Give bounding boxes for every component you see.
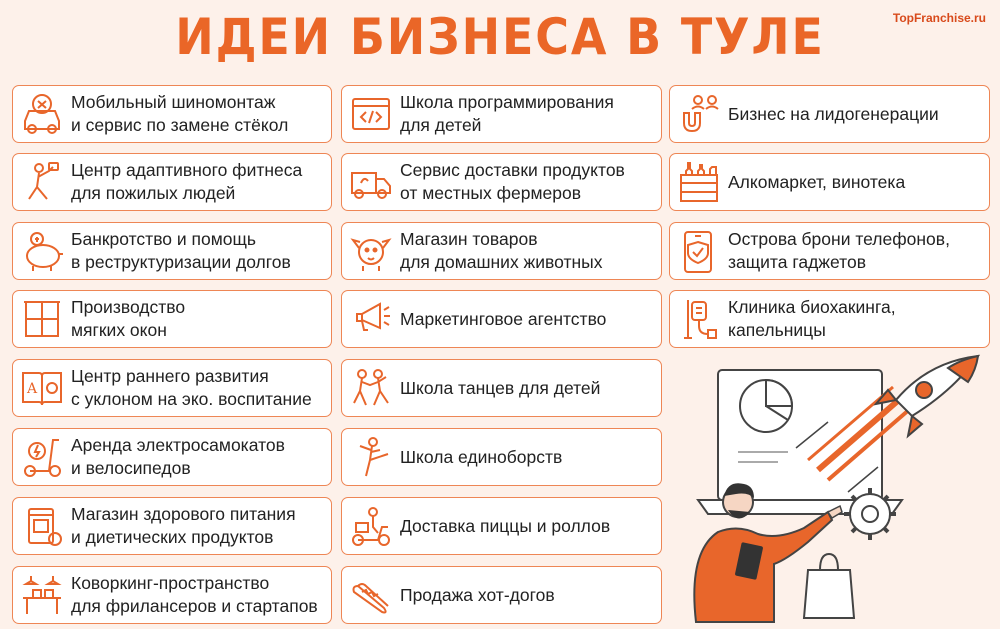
idea-label: Коворкинг-пространство для фрилансеров и стартапов (71, 573, 318, 616)
idea-card-adaptive-fitness[interactable] (12, 153, 332, 211)
idea-label: Бизнес на лидогенерации (728, 103, 939, 124)
idea-label: Магазин товаров для домашних животных (400, 229, 603, 272)
scooter-icon (13, 429, 71, 485)
idea-label: Производство мягких окон (71, 297, 186, 340)
idea-card-hotdogs[interactable] (341, 566, 662, 624)
idea-card-farm-delivery[interactable] (341, 153, 662, 211)
magnet-people-icon (670, 86, 728, 142)
liquor-store-icon (670, 154, 728, 210)
idea-card-coworking[interactable] (12, 566, 332, 624)
idea-card-healthy-food[interactable] (12, 497, 332, 555)
car-service-icon (13, 86, 71, 142)
idea-label: Центр раннего развития с уклоном на эко. воспитание (71, 366, 312, 409)
coworking-icon (13, 567, 71, 623)
idea-label: Маркетинговое агентство (400, 308, 607, 329)
book-icon (13, 360, 71, 416)
idea-label: Магазин здорового питания и диетических продуктов (71, 504, 296, 547)
idea-label: Аренда электросамокатов и велосипедов (71, 435, 285, 478)
healthy-food-icon (13, 498, 71, 554)
idea-label: Клиника биохакинга, капельницы (728, 297, 896, 340)
idea-label: Школа танцев для детей (400, 377, 601, 398)
idea-card-phone-protection[interactable] (669, 222, 990, 280)
idea-label: Банкротство и помощь в реструктуризации долгов (71, 229, 291, 272)
idea-card-martial-arts[interactable] (341, 428, 662, 486)
idea-card-lead-generation[interactable] (669, 85, 990, 143)
code-window-icon (342, 86, 400, 142)
fitness-icon (13, 154, 71, 210)
idea-label: Продажа хот-догов (400, 584, 555, 605)
idea-card-soft-windows[interactable] (12, 290, 332, 348)
page-title: ИДЕИ БИЗНЕСА В ТУЛЕ (175, 8, 825, 66)
iv-drip-icon (670, 291, 728, 347)
idea-card-scooter-rental[interactable] (12, 428, 332, 486)
svg-text:A: A (27, 381, 38, 397)
megaphone-icon (342, 291, 400, 347)
martial-arts-icon (342, 429, 400, 485)
idea-card-early-development[interactable] (12, 359, 332, 417)
pizza-scooter-icon (342, 498, 400, 554)
brand-logo[interactable]: TopFranchise.ru (892, 11, 986, 25)
rocket-illustration (678, 352, 990, 624)
idea-label: Центр адаптивного фитнеса для пожилых людей (71, 160, 303, 203)
piggy-bank-icon (13, 223, 71, 279)
idea-card-tire-service[interactable] (12, 85, 332, 143)
idea-label: Острова брони телефонов, защита гаджетов (728, 229, 950, 272)
window-icon (13, 291, 71, 347)
idea-label: Доставка пиццы и роллов (400, 515, 611, 536)
idea-card-biohacking[interactable] (669, 290, 990, 348)
idea-card-dance-school[interactable] (341, 359, 662, 417)
idea-card-liquor-store[interactable] (669, 153, 990, 211)
dog-icon (342, 223, 400, 279)
idea-label: Мобильный шиномонтаж и сервис по замене стёкол (71, 92, 289, 135)
idea-label: Алкомаркет, винотека (728, 171, 906, 192)
idea-label: Школа единоборств (400, 446, 563, 467)
delivery-truck-icon (342, 154, 400, 210)
hotdog-icon (342, 567, 400, 623)
idea-label: Сервис доставки продуктов от местных фермеров (400, 160, 625, 203)
phone-shield-icon (670, 223, 728, 279)
dancers-icon (342, 360, 400, 416)
shopping-bag-icon (804, 554, 854, 618)
idea-card-programming-school[interactable] (341, 85, 662, 143)
idea-card-pet-store[interactable] (341, 222, 662, 280)
idea-label: Школа программирования для детей (400, 92, 614, 135)
idea-card-pizza-delivery[interactable] (341, 497, 662, 555)
idea-card-marketing-agency[interactable] (341, 290, 662, 348)
idea-card-bankruptcy[interactable] (12, 222, 332, 280)
